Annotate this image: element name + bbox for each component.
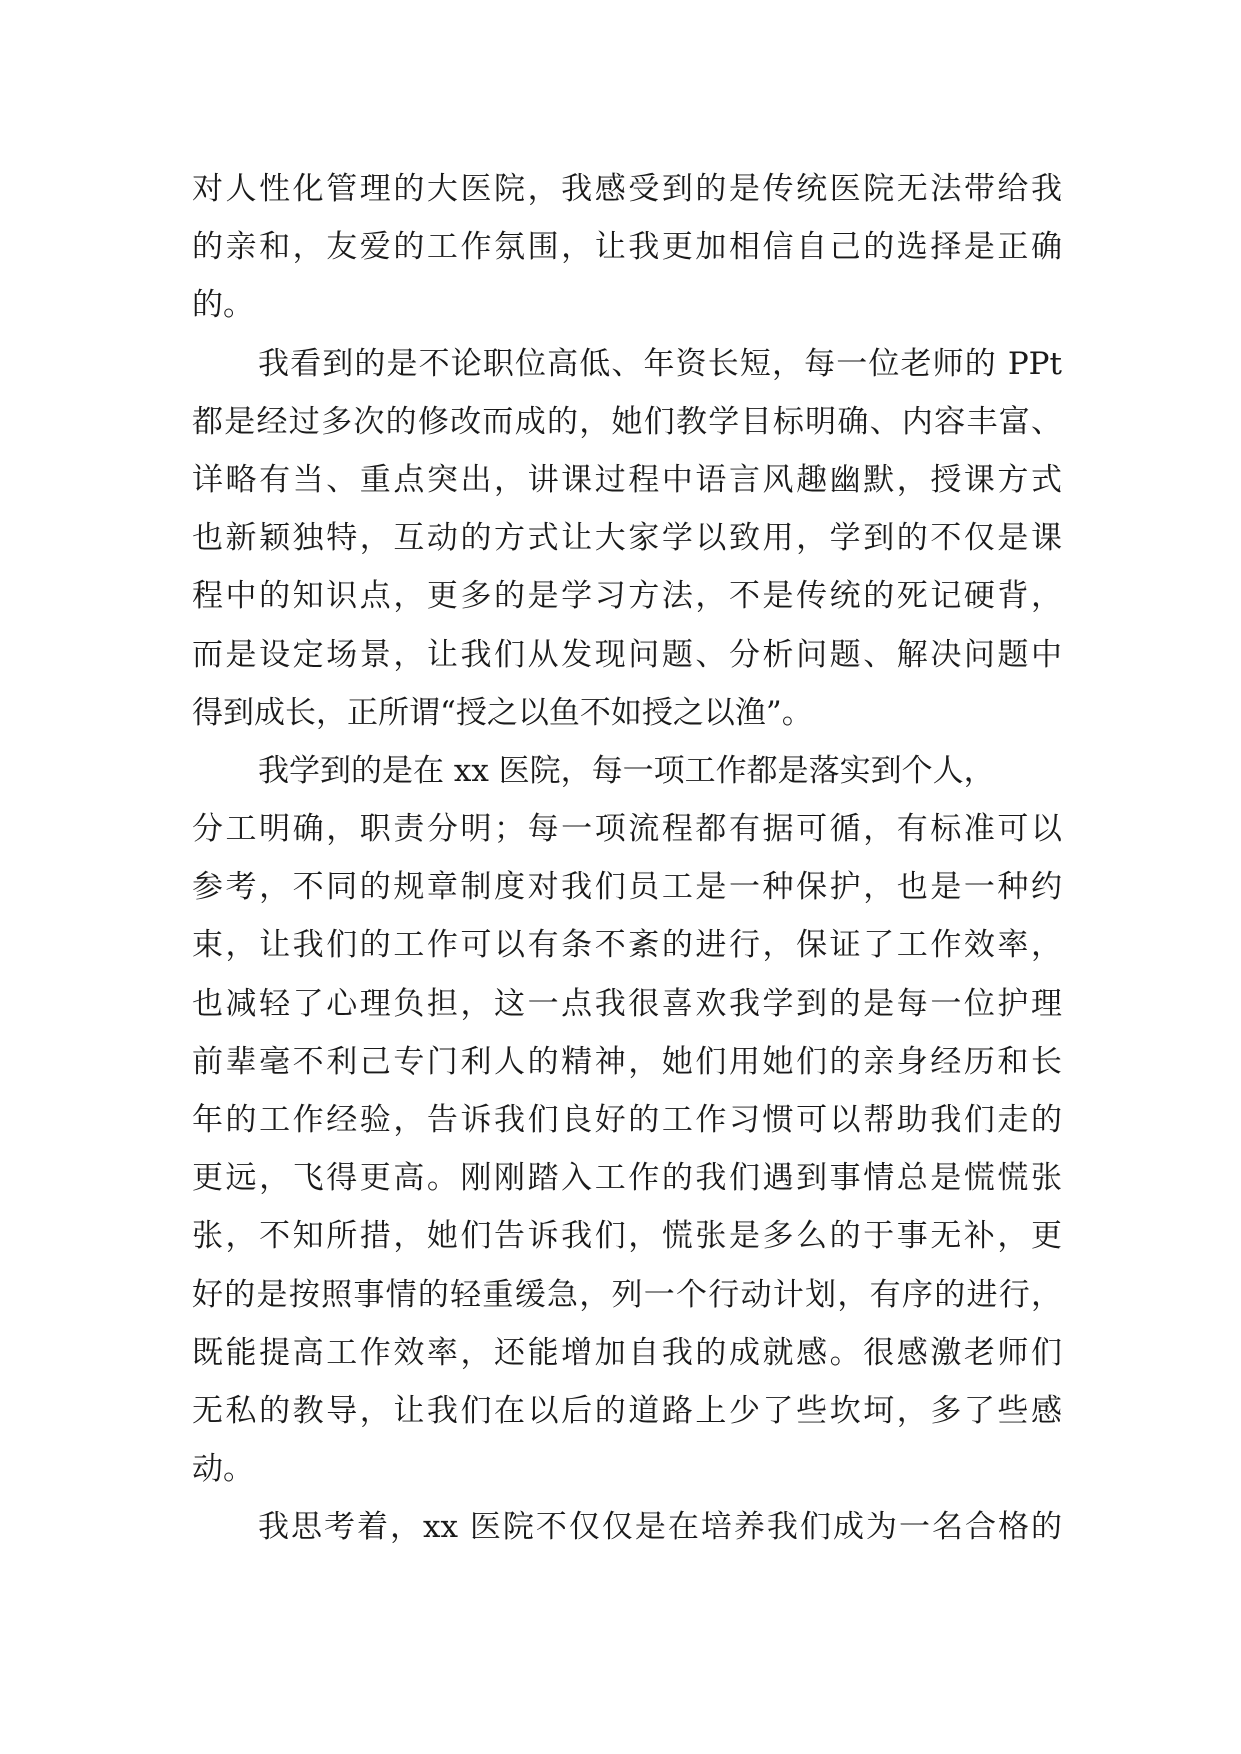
- paragraph-1-line-2: 的亲和，友爱的工作氛围，让我更加相信自己的选择是正确: [192, 229, 1062, 266]
- paragraph-3-line-9: 张，不知所措，她们告诉我们，慌张是多么的于事无补，更: [192, 1218, 1062, 1255]
- paragraph-3-line-2: 分工明确，职责分明；每一项流程都有据可循，有标准可以: [192, 811, 1062, 848]
- paragraph-3-line-8: 更远，飞得更高。刚刚踏入工作的我们遇到事情总是慌慌张: [192, 1160, 1062, 1197]
- paragraph-2-line-4: 也新颖独特，互动的方式让大家学以致用，学到的不仅是课: [192, 520, 1062, 557]
- paragraph-3-line-3: 参考，不同的规章制度对我们员工是一种保护，也是一种约: [192, 869, 1062, 906]
- paragraph-2-line-7: 得到成长，正所谓“授之以鱼不如授之以渔”。: [192, 694, 813, 731]
- paragraph-2-line-3: 详略有当、重点突出，讲课过程中语言风趣幽默，授课方式: [192, 461, 1062, 498]
- paragraph-1-line-1: 对人性化管理的大医院，我感受到的是传统医院无法带给我: [192, 171, 1062, 207]
- paragraph-3-line-5: 也减轻了心理负担，这一点我很喜欢我学到的是每一位护理: [192, 985, 1062, 1022]
- paragraph-2-line-1: 我看到的是不论职位高低、年资长短，每一位老师的 PPt: [258, 345, 1062, 382]
- paragraph-2-line-2: 都是经过多次的修改而成的，她们教学目标明确、内容丰富、: [192, 403, 1062, 440]
- paragraph-4-line-1: 我思考着，xx 医院不仅仅是在培养我们成为一名合格的: [258, 1509, 1062, 1546]
- paragraph-3-line-6: 前辈毫不利己专门利人的精神，她们用她们的亲身经历和长: [192, 1043, 1062, 1080]
- paragraph-2-line-6: 而是设定场景，让我们从发现问题、分析问题、解决问题中: [192, 636, 1062, 673]
- paragraph-3-line-10: 好的是按照事情的轻重缓急，列一个行动计划，有序的进行，: [192, 1276, 1062, 1313]
- paragraph-3-line-1: 我学到的是在 xx 医院，每一项工作都是落实到个人，: [258, 752, 995, 789]
- document-body: [192, 160, 1062, 1557]
- paragraph-3-line-12: 无私的教导，让我们在以后的道路上少了些坎坷，多了些感: [192, 1392, 1062, 1429]
- paragraph-3-line-13: 动。: [192, 1451, 254, 1488]
- paragraph-2-line-5: 程中的知识点，更多的是学习方法，不是传统的死记硬背，: [192, 578, 1062, 615]
- paragraph-3-line-4: 束，让我们的工作可以有条不紊的进行，保证了工作效率，: [192, 927, 1062, 964]
- paragraph-3-line-11: 既能提高工作效率，还能增加自我的成就感。很感激老师们: [192, 1334, 1062, 1371]
- paragraph-1-line-3: 的。: [192, 287, 254, 324]
- paragraph-3-line-7: 年的工作经验，告诉我们良好的工作习惯可以帮助我们走的: [192, 1102, 1062, 1138]
